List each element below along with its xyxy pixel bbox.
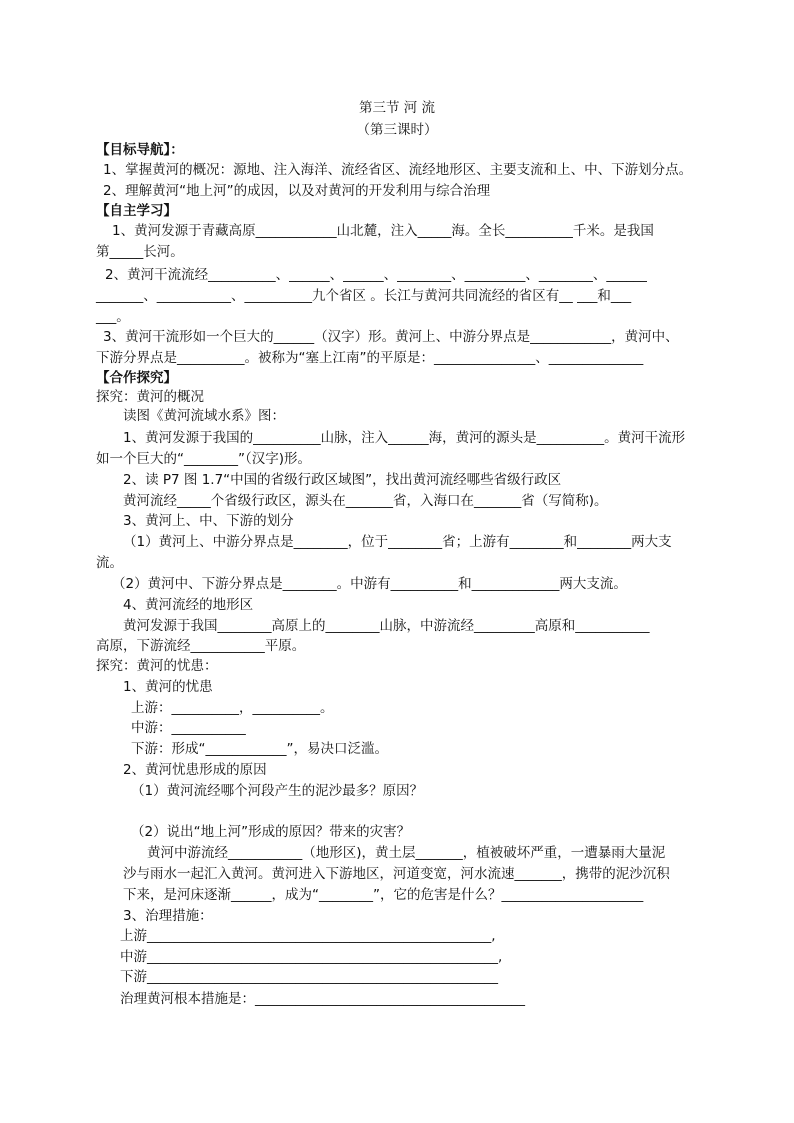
self-study-line: 下游分界点是__________。被称为“塞上江南”的平原是：_______________、______________ [96, 350, 644, 366]
explore-line: （2）说出“地上河”形成的原因？带来的灾害？ [131, 824, 411, 840]
explore-line: 高原，下游流经___________平原。 [96, 638, 306, 654]
measure-line: 治理黄河根本措施是：________________________________________ [120, 991, 525, 1007]
explore-line: 沙与雨水一起汇入黄河。黄河进入下游地区，河道变宽，河水流速_______，携带的泥沙沉积 [123, 866, 670, 882]
explore-line: 3、黄河上、中、下游的划分 [123, 513, 294, 529]
self-study-line: 2、黄河干流流经__________、______、______、________、_________、________、______ [105, 267, 647, 283]
page-subtitle: （第三课时） [356, 122, 438, 138]
self-study-line: ___。 [96, 309, 130, 325]
explore-line: 1、黄河发源于我国的__________山脉，注入______海，黄河的源头是__________。黄河干流形 [123, 430, 686, 446]
self-study-line: _______、___________、__________九个省区 。长江与黄河共同流经的省区有__ ___和___ [96, 288, 632, 304]
explore-line: 黄河流经_____个省级行政区，源头在_______省，入海口在_______省（写简称)。 [123, 493, 608, 509]
measure-line: 下游____________________________________________________ [120, 969, 498, 985]
explore-line: （1）黄河上、中游分界点是________，位于________省；上游有________和________两大支 [123, 534, 672, 550]
explore-line: 上游：__________，__________。 [131, 700, 334, 716]
explore-line: 黄河中游流经___________（地形区)，黄土层_______，植被破坏严重，一遭暴雨大量泥 [147, 845, 666, 861]
explore-line: 中游：___________ [131, 720, 246, 736]
explore-line: 流。 [96, 555, 123, 571]
explore-line: （2）黄河中、下游分界点是________。中游有__________和_____________两大支流。 [112, 576, 627, 592]
explore-line: 3、治理措施： [123, 908, 213, 924]
section-goals: 【目标导航】： [96, 142, 184, 158]
goal-item: 2、理解黄河“地上河”的成因，以及对黄河的开发利用与综合治理 [103, 183, 491, 199]
section-self-study: 【自主学习】 [96, 203, 177, 219]
section-coop: 【合作探究】 [96, 370, 177, 386]
page-title: 第三节 河 流 [358, 100, 436, 116]
self-study-line: 3、黄河干流形如一个巨大的______（汉字）形。黄河上、中游分界点是____________，黄河中、 [103, 329, 679, 345]
explore-line: 2、黄河忧患形成的原因 [123, 762, 267, 778]
measure-line: 中游____________________________________________________, [120, 949, 503, 965]
explore-line: 如一个巨大的“________”（汉字)形。 [96, 451, 312, 467]
explore-line: 下游：形成“____________”，易决口泛滥。 [131, 741, 388, 757]
explore-heading: 探究：黄河的概况 [96, 389, 204, 405]
explore-line: 黄河发源于我国________高原上的________山脉，中游流经_________高原和___________ [123, 618, 650, 634]
explore-line: 4、黄河流经的地形区 [123, 597, 254, 613]
explore-heading: 探究：黄河的忧患： [96, 658, 218, 674]
goal-item: 1、掌握黄河的概况：源地、注入海洋、流经省区、流经地形区、主要支流和上、中、下游划分点。 [103, 162, 693, 178]
explore-line: （1）黄河流经哪个河段产生的泥沙最多？原因？ [131, 783, 424, 799]
explore-line: 下来，是河床逐渐______，成为“________”，它的危害是什么？_____________________ [123, 887, 644, 903]
explore-line: 1、黄河的忧患 [123, 679, 213, 695]
explore-read: 读图《黄河流域水系》图： [123, 408, 285, 424]
measure-line: 上游___________________________________________________, [120, 928, 496, 944]
self-study-line: 1、黄河发源于青藏高原____________山北麓，注入_____海。全长__________千米。是我国 [112, 223, 654, 239]
explore-line: 2、读 P7 图 1.7“中国的省级行政区域图”，找出黄河流经哪些省级行政区 [123, 472, 562, 488]
self-study-line: 第_____长河。 [96, 244, 184, 260]
